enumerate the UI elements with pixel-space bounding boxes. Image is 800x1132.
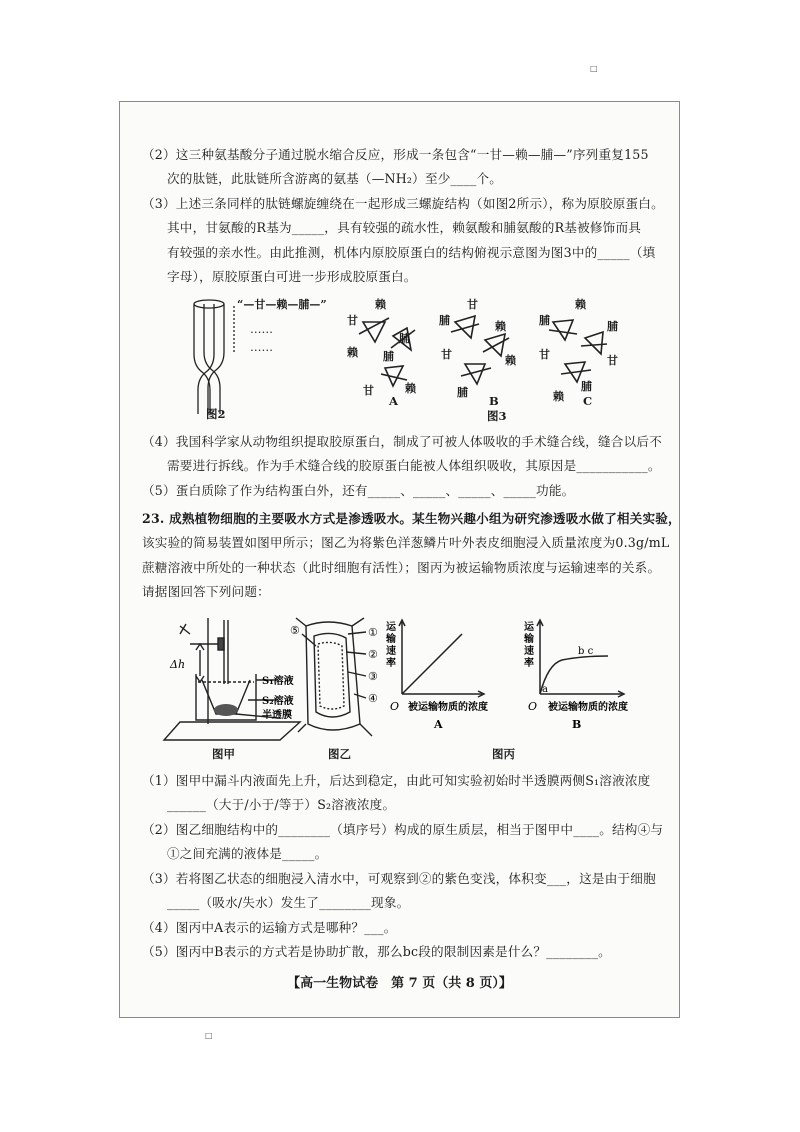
fig3-c-pu3: 脯 — [581, 380, 592, 393]
q23-part2-line1: （2）图乙细胞结构中的________（填序号）构成的原生质层，相当于图甲中____。结构④与 — [142, 822, 664, 837]
figyi-num-3: ③ — [368, 670, 378, 683]
bing-b-xlabel: 被运输物质的浓度 — [548, 702, 628, 713]
fig2-sequence-label: “—甘—赖—脯—” — [237, 298, 327, 311]
fig3-c-pu: 脯 — [539, 314, 550, 327]
fig3-a-gan: 甘 — [347, 314, 358, 327]
q23-intro-line2: 该实验的简易装置如图甲所示；图乙为将紫色洋葱鳞片叶外表皮细胞浸入质量浓度为0.3g/mL — [142, 535, 670, 550]
figyi-num-4: ④ — [368, 692, 378, 705]
fig3-b-gan2: 甘 — [441, 348, 452, 361]
bing-a-ylabel-3: 速 — [386, 646, 396, 657]
q22-part3-line2: 其中，甘氨酸的R基为_____，具有较强的疏水性，赖氨酸和脯氨酸的R基被修饰而具 — [167, 220, 642, 235]
fig3-b-lai: 赖 — [495, 320, 506, 333]
q22-part2-line1: （2）这三种氨基酸分子通过脱水缩合反应，形成一条包含“一甘—赖—脯—”序列重复155 — [142, 147, 649, 162]
fig2-dots-1: …… — [250, 322, 273, 336]
figyi-num-1: ① — [368, 626, 378, 639]
bing-b-ylabel-1: 运 — [524, 622, 534, 633]
fig3-label-a: A — [389, 394, 398, 408]
fig3-label-b: B — [489, 394, 499, 408]
bing-label-a: A — [434, 718, 443, 731]
bing-a-ylabel-4: 率 — [386, 658, 396, 669]
bing-a-xlabel: 被运输物质的浓度 — [408, 702, 488, 713]
fig3-a-gan2: 甘 — [363, 384, 374, 397]
fig3-a-lai2: 赖 — [347, 346, 358, 359]
figjia-delta-h: Δh — [170, 658, 186, 671]
q23-intro-line1: 23. 成熟植物细胞的主要吸水方式是渗透吸水。某生物兴趣小组为研究渗透吸水做了相关实验， — [142, 511, 681, 526]
corner-mark-bottom: □ — [205, 1031, 213, 1040]
fig3-b-pu: 脯 — [439, 314, 450, 327]
q23-part1-line1: （1）图甲中漏斗内液面先上升，后达到稳定，由此可知实验初始时半透膜两侧S₁溶液浓度 — [142, 773, 651, 788]
fig3-a-lai3: 赖 — [405, 382, 416, 395]
q22-part4-line2: 需要进行拆线。作为手术缝合线的胶原蛋白能被人体组织吸收，其原因是___________。 — [167, 458, 661, 473]
fig3-a-pu: 脯 — [399, 332, 410, 345]
figure-yi-plant-cell — [288, 614, 388, 762]
q22-part2-line2: 次的肽链，此肽链所含游离的氨基（—NH₂）至少____个。 — [167, 171, 503, 186]
fig3-c-gan: 甘 — [539, 348, 550, 361]
fig2-dots-2: …… — [250, 340, 273, 354]
q23-part2-line2: ①之间充满的液体是_____。 — [167, 846, 328, 861]
fig3-c-pu2: 脯 — [607, 320, 618, 333]
bing-b-ylabel-2: 输 — [524, 634, 534, 645]
bing-a-ylabel-1: 运 — [386, 622, 396, 633]
figyi-num-5: ⑤ — [290, 624, 300, 637]
bing-a-origin: O — [390, 700, 400, 713]
fig3-c-lai2: 赖 — [553, 390, 564, 403]
fig3-a-pu2: 脯 — [383, 350, 394, 363]
figjia-s2-label: S₂溶液 — [262, 696, 294, 707]
bing-b-points-bc: b c — [578, 646, 594, 657]
page-footer: 【高一生物试卷 第 7 页（共 8 页）】 — [287, 976, 512, 991]
figjia-s1-label: S₁溶液 — [262, 676, 294, 687]
q22-part5-line1: （5）蛋白质除了作为结构蛋白外，还有_____、_____、_____、_____功能。 — [142, 483, 575, 498]
exam-page — [119, 101, 680, 1018]
q23-part4-line1: （4）图丙中A表示的运输方式是哪种？___。 — [142, 920, 397, 935]
bing-label-b: B — [572, 718, 582, 731]
q23-part3-line2: _____（吸水/失水）发生了________现象。 — [167, 895, 410, 910]
q22-part3-line3: 有较强的亲水性。由此推测，机体内原胶原蛋白的结构俯视示意图为图3中的_____（填 — [167, 245, 656, 260]
q22-part3-line4: 字母），原胶原蛋白可进一步形成胶原蛋白。 — [167, 269, 417, 284]
q23-intro-line4: 请据图回答下列问题： — [142, 584, 270, 599]
fig3-caption: 图3 — [487, 409, 507, 423]
figure-bing-transport-graphs — [382, 614, 652, 762]
bing-b-point-a: a — [542, 684, 548, 695]
corner-mark-top: □ — [590, 64, 598, 73]
bing-b-ylabel-3: 速 — [524, 646, 534, 657]
fig3-b-lai2: 赖 — [505, 354, 516, 367]
figjia-caption: 图甲 — [212, 747, 235, 761]
figure-2-triple-helix — [180, 294, 350, 424]
figure-3-top-views — [345, 294, 645, 429]
figjia-membrane-label: 半透膜 — [262, 710, 292, 721]
figbing-caption: 图丙 — [492, 747, 515, 761]
fig3-b-gan: 甘 — [467, 298, 478, 311]
figyi-num-2: ② — [368, 648, 378, 661]
figyi-caption: 图乙 — [328, 747, 351, 761]
fig3-label-c: C — [583, 394, 593, 408]
q22-part3-line1: （3）上述三条同样的肽链螺旋缠绕在一起形成三螺旋结构（如图2所示），称为原胶原蛋白。 — [142, 196, 664, 211]
q22-part4-line1: （4）我国科学家从动物组织提取胶原蛋白，制成了可被人体吸收的手术缝合线，缝合以后不 — [142, 434, 662, 449]
q23-part1-line2: ______（大于/小于/等于）S₂溶液浓度。 — [167, 797, 396, 812]
fig2-caption: 图2 — [206, 407, 226, 421]
fig3-b-pu2: 脯 — [457, 386, 468, 399]
fig3-c-gan2: 甘 — [607, 354, 618, 367]
q23-intro-line3: 蔗糖溶液中所处的一种状态（此时细胞有活性）；图丙为被运输物质浓度与运输速率的关系。 — [142, 560, 661, 575]
fig3-a-lai: 赖 — [375, 298, 386, 311]
bing-b-ylabel-4: 率 — [524, 658, 534, 669]
bing-a-ylabel-2: 输 — [386, 634, 396, 645]
q23-part3-line1: （3）若将图乙状态的细胞浸入清水中，可观察到②的紫色变浅，体积变___，这是由于细胞 — [142, 871, 656, 886]
bing-b-origin: O — [528, 700, 538, 713]
fig3-c-lai: 赖 — [575, 298, 586, 311]
q23-part5-line1: （5）图丙中B表示的方式若是协助扩散，那么bc段的限制因素是什么？________。 — [142, 944, 611, 959]
